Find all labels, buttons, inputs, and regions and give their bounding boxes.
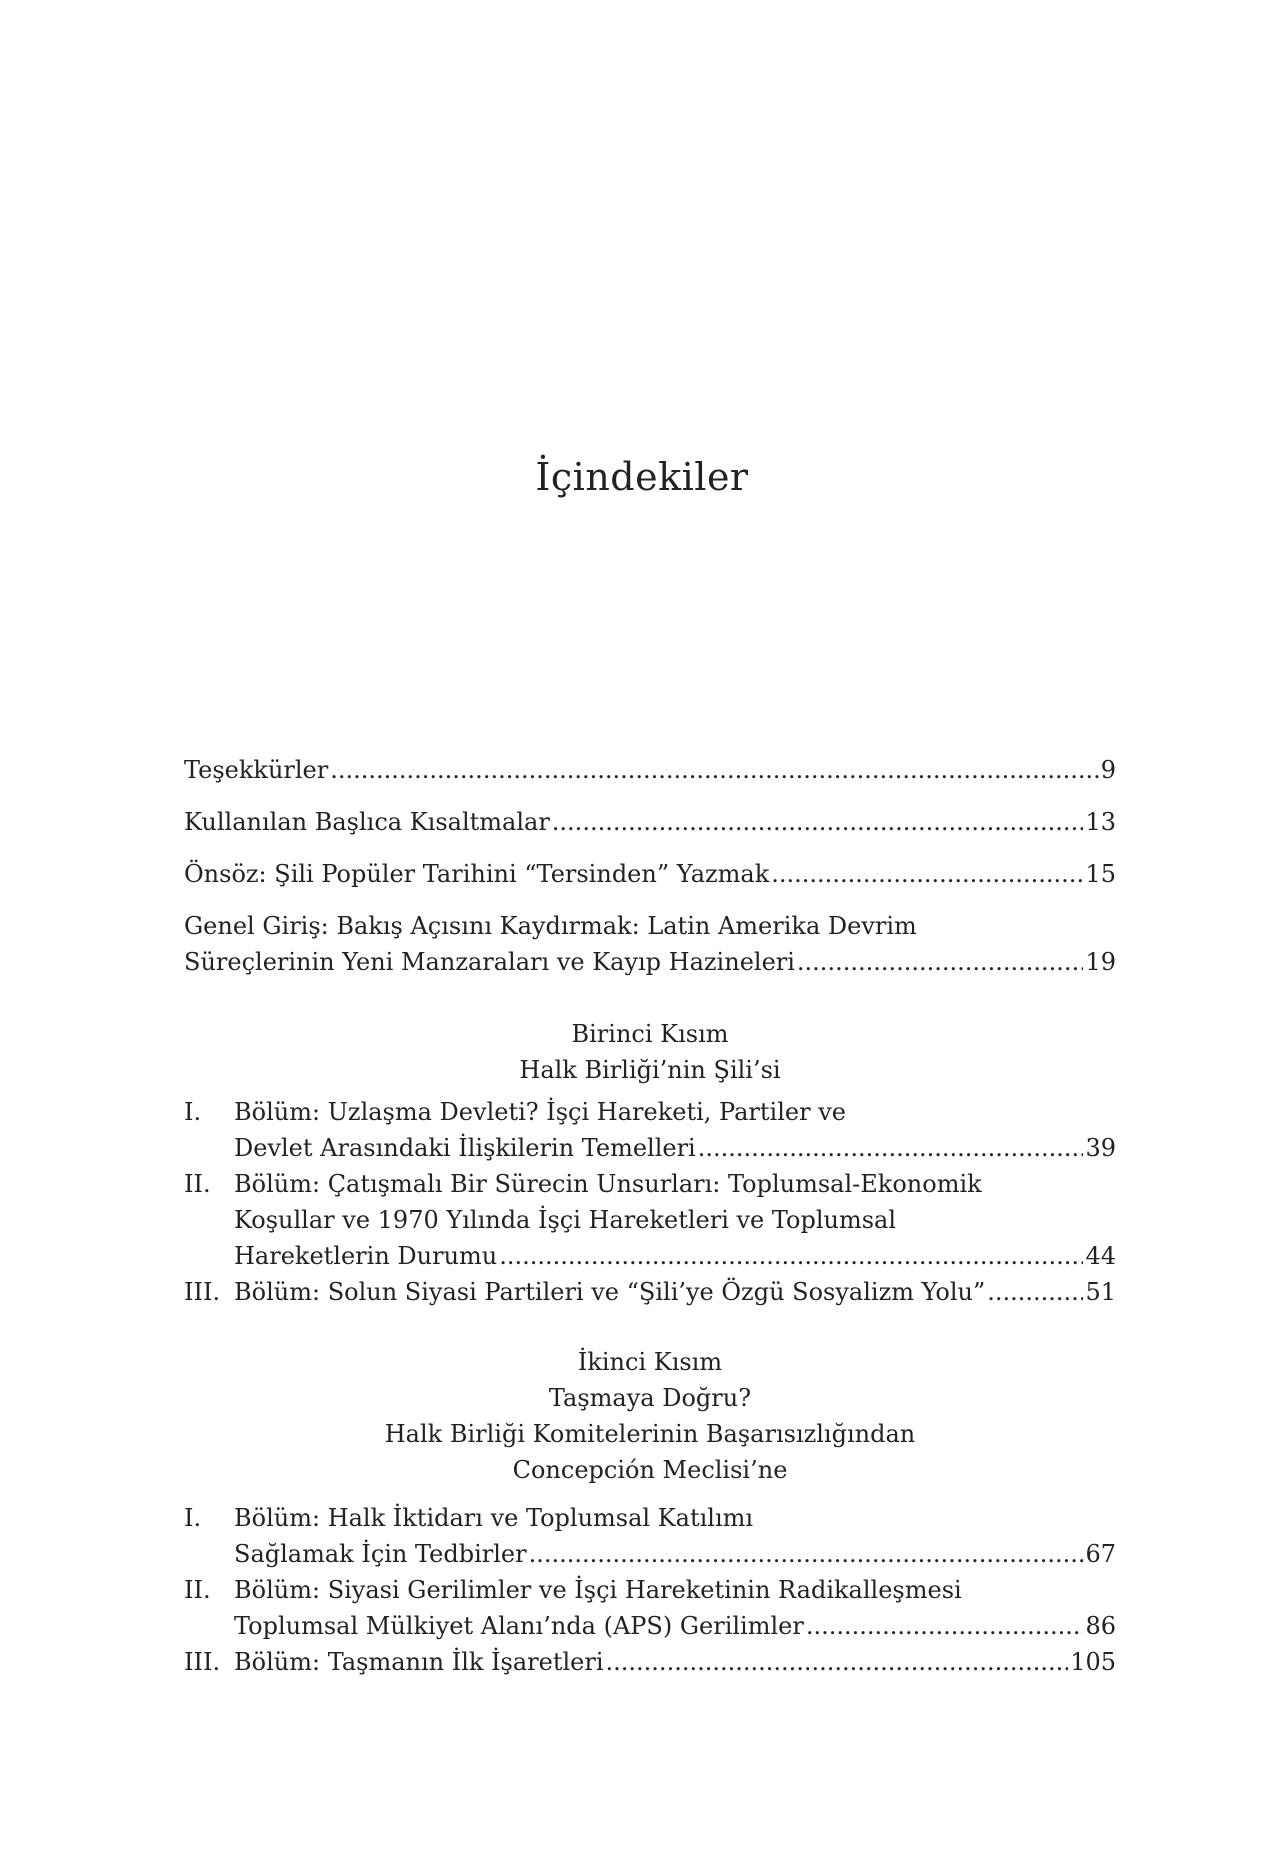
part-heading-line: Halk Birliği’nin Şili’si	[519, 1056, 781, 1084]
chapter-title-line: Toplumsal Mülkiyet Alanı’nda (APS) Gerilimler	[234, 1612, 804, 1640]
part-heading	[184, 1016, 1116, 1088]
entry-page: 51	[1085, 1278, 1116, 1306]
entry-page: 19	[1085, 948, 1116, 976]
chapter-number: II.	[184, 1170, 211, 1198]
toc-chapter	[184, 1644, 1116, 1680]
entry-page: 9	[1100, 756, 1116, 784]
chapter-number: I.	[184, 1098, 202, 1126]
chapter-title-line: Devlet Arasındaki İlişkilerin Temelleri	[234, 1134, 696, 1162]
chapter-title-line: Koşullar ve 1970 Yılında İşçi Hareketleri ve Toplumsal	[234, 1206, 897, 1234]
entry-title: Önsöz: Şili Popüler Tarihini “Tersinden” Yazmak	[184, 860, 770, 888]
page-title: İçindekiler	[535, 455, 749, 499]
part-heading-line: Concepción Meclisi’ne	[512, 1456, 788, 1484]
entry-page: 15	[1085, 860, 1116, 888]
dot-leader	[330, 752, 1098, 788]
entry-page: 13	[1085, 808, 1116, 836]
toc-entry-abbreviations	[184, 804, 1116, 840]
dot-leader	[529, 1536, 1084, 1572]
entry-page: 39	[1085, 1134, 1116, 1162]
dot-leader	[552, 804, 1084, 840]
entry-title: Teşekkürler	[184, 756, 329, 784]
dot-leader	[499, 1238, 1083, 1274]
chapter-number: II.	[184, 1576, 211, 1604]
chapter-number: III.	[184, 1648, 221, 1676]
toc-entry-acknowledgements	[184, 752, 1116, 788]
toc-chapter	[184, 1094, 1116, 1166]
entry-title-line: Süreçlerinin Yeni Manzaraları ve Kayıp Hazineleri	[184, 948, 795, 976]
toc-entry-introduction	[184, 908, 1116, 980]
part-heading-line: Halk Birliği Komitelerinin Başarısızlığından	[384, 1420, 916, 1448]
table-of-contents	[184, 752, 1116, 1680]
chapter-title-line: Hareketlerin Durumu	[234, 1242, 498, 1270]
part-heading-line: Taşmaya Doğru?	[548, 1384, 752, 1412]
chapter-title-line: Bölüm: Siyasi Gerilimler ve İşçi Hareketinin Radikalleşmesi	[234, 1576, 962, 1604]
dot-leader	[797, 944, 1084, 980]
dot-leader	[698, 1130, 1084, 1166]
part-heading	[184, 1344, 1116, 1488]
chapter-title-line: Sağlamak İçin Tedbirler	[234, 1540, 527, 1568]
entry-page: 67	[1085, 1540, 1116, 1568]
chapter-title-line: Bölüm: Çatışmalı Bir Sürecin Unsurları: Toplumsal-Ekonomik	[234, 1170, 982, 1198]
dot-leader	[987, 1274, 1083, 1310]
dot-leader	[806, 1608, 1084, 1644]
dot-leader	[771, 856, 1083, 892]
toc-chapter	[184, 1572, 1116, 1644]
toc-chapter	[184, 1274, 1116, 1310]
entry-title-line: Genel Giriş: Bakış Açısını Kaydırmak: Latin Amerika Devrim	[184, 912, 917, 940]
chapter-number: I.	[184, 1504, 202, 1532]
chapter-title-line: Bölüm: Solun Siyasi Partileri ve “Şili’ye Özgü Sosyalizm Yolu”	[234, 1278, 986, 1306]
chapter-title-line: Bölüm: Halk İktidarı ve Toplumsal Katılımı	[234, 1504, 754, 1532]
toc-chapter	[184, 1166, 1116, 1274]
chapter-title-line: Bölüm: Taşmanın İlk İşaretleri	[234, 1648, 604, 1676]
toc-chapter	[184, 1500, 1116, 1572]
entry-page: 44	[1085, 1242, 1116, 1270]
part-heading-line: Birinci Kısım	[571, 1020, 729, 1048]
entry-page: 105	[1070, 1648, 1116, 1676]
chapter-number: III.	[184, 1278, 221, 1306]
dot-leader	[606, 1644, 1069, 1680]
chapter-title-line: Bölüm: Uzlaşma Devleti? İşçi Hareketi, Partiler ve	[234, 1098, 846, 1126]
part-heading-line: İkinci Kısım	[577, 1348, 723, 1376]
toc-entry-preface	[184, 856, 1116, 892]
entry-page: 86	[1085, 1612, 1116, 1640]
entry-title: Kullanılan Başlıca Kısaltmalar	[184, 808, 550, 836]
